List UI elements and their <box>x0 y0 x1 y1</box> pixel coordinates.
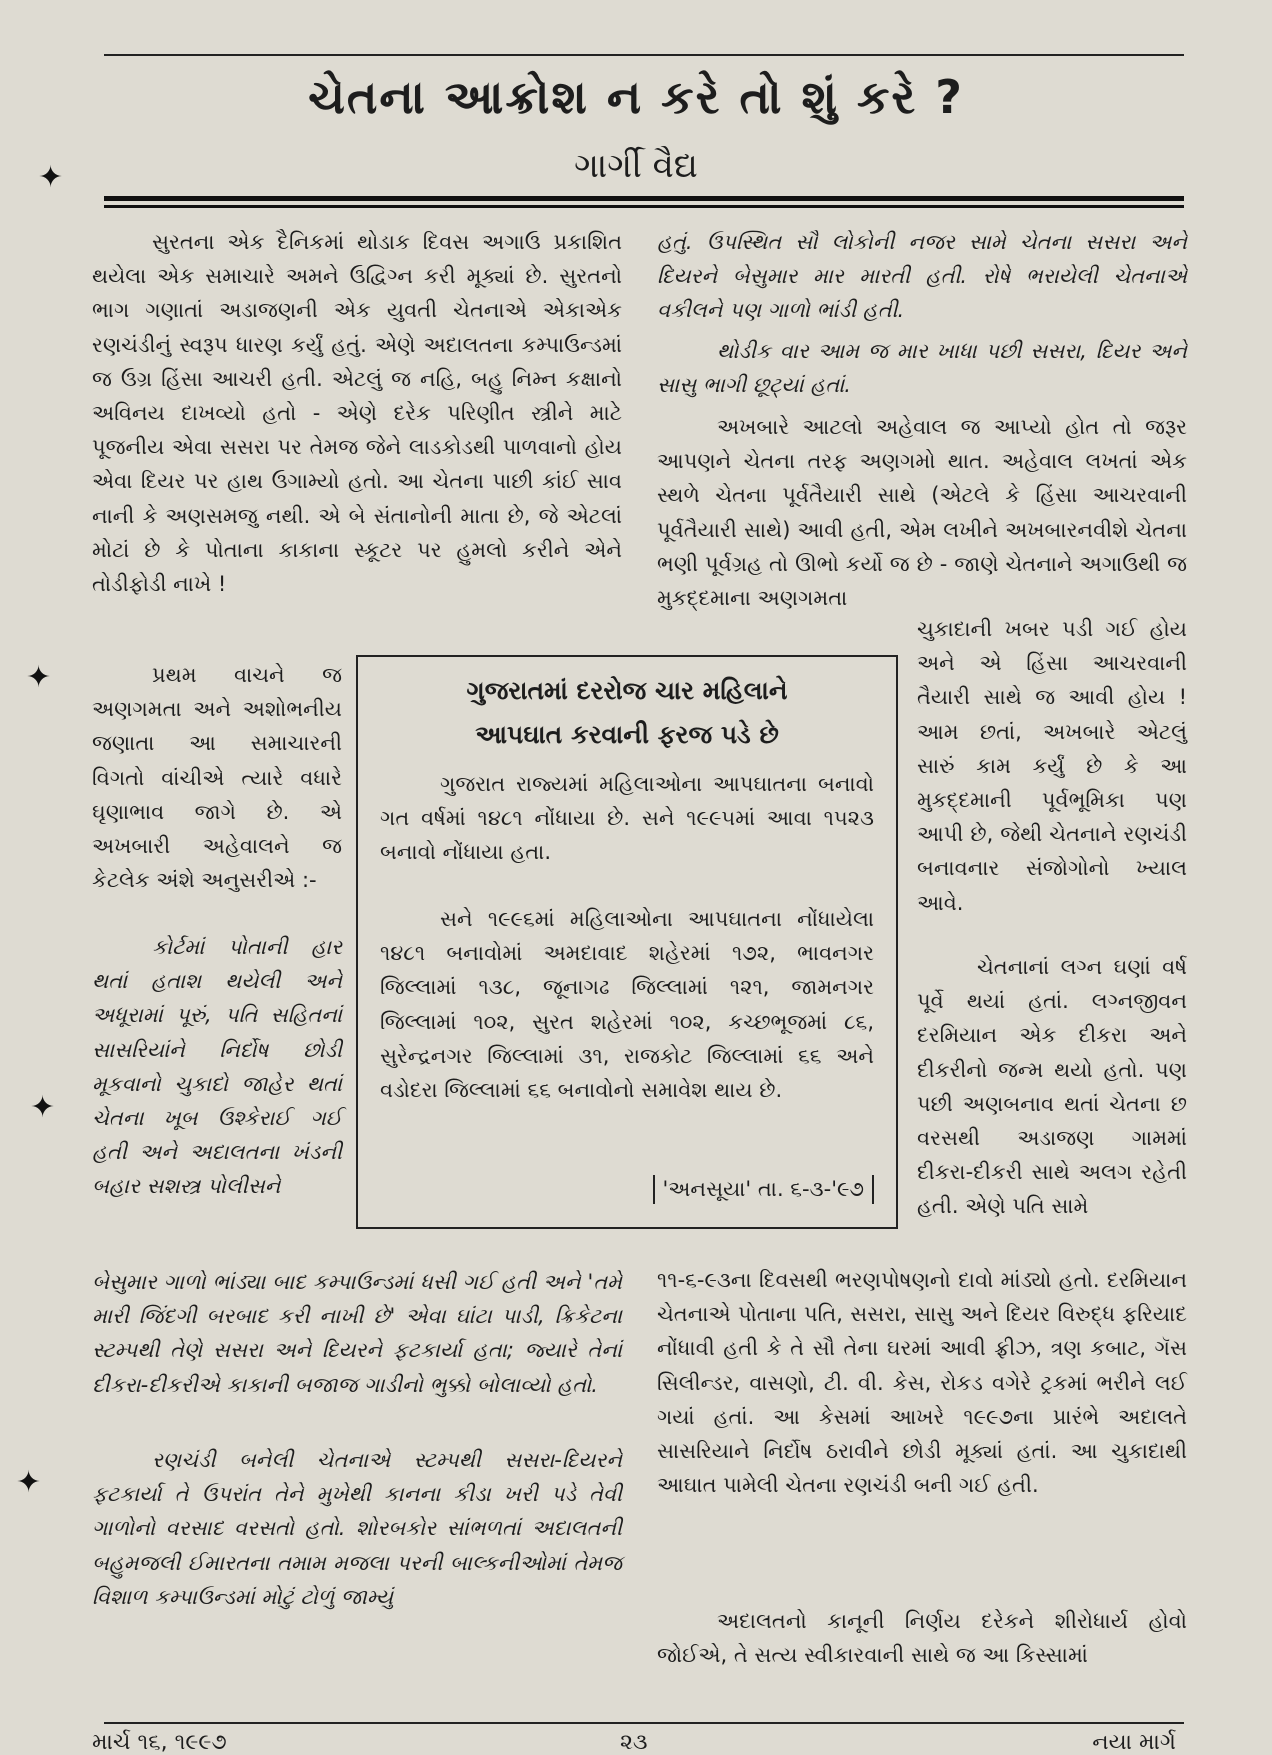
right-paragraph-5: ચેતનાનાં લગ્ન ઘણાં વર્ષ પૂર્વે થયાં હતાં. લગ્નજીવન દરમિયાન એક દીકરા અને દીકરીનો જન્મ થયો હતો. પણ પછી અણબનાવ થતાં ચેતના છ વરસથી અડાજણ ગામમાં દીકરા-દીકરી સાથે અલગ રહેતી હતી. એણે પતિ સામે <box>917 955 1187 1219</box>
left-paragraph-3: કોર્ટમાં પોતાની હાર થતાં હતાશ થયેલી અને અધૂરામાં પૂરું, પતિ સહિતનાં સાસરિયાંને નિર્દોષ છોડી મૂકવાનો ચુકાદો જાહેર થતાં ચેતના ખૂબ ઉશ્કેરાઈ ગઈ હતી અને અદાલતના ખંડની બહાર સશસ્ત્ર પોલીસને <box>92 935 342 1199</box>
box-source: 'અનસૂયા' તા. ૬-૩-'૯૭ <box>653 1175 875 1204</box>
box-paragraph-2: સને ૧૯૯૬માં મહિલાઓના આપઘાતના નોંધાયેલા ૧૪૮૧ બનાવોમાં અમદાવાદ શહેરમાં ૧૭૨, ભાવનગર જિલ્લામાં ૧૩૮, જૂનાગઢ જિલ્લામાં ૧૨૧, જામનગર જિલ્લામાં ૧૦૨, સુરત શહેરમાં ૧૦૨, કચ્છભૂજમાં ૮૬, સુરેન્દ્રનગર જિલ્લામાં ૩૧, રાજકોટ જિલ્લામાં ૬૬ અને વડોદરા જિલ્લામાં ૬૬ બનાવોનો સમાવેશ થાય છે. <box>380 907 874 1103</box>
right-paragraph-6: ૧૧-૬-૯૩ના દિવસથી ભરણપોષણનો દાવો માંડ્યો હતો. દરમિયાન ચેતનાએ પોતાના પતિ, સસરા, સાસુ અને દિયર વિરુદ્ધ ફરિયાદ નોંધાવી હતી કે તે સૌ તેના ઘરમાં આવી ફ્રીઝ, ત્રણ કબાટ, ગૅસ સિલીન્ડર, વાસણો, ટી. વી. કેસ, રોકડ વગેરે ટ્રકમાં ભરીને લઈ ગયાં હતાં. આ કેસમાં આખરે ૧૯૯૭ના પ્રારંભે અદાલતે સાસરિયાને નિર્દોષ ઠરાવીને છોડી મૂક્યાં હતાં. આ ચુકાદાથી આઘાત પામેલી ચેતના રણચંડી બની ગઈ હતી. <box>657 1268 1187 1498</box>
box-title-line-2: આપઘાત કરવાની ફરજ પડે છે <box>475 720 779 749</box>
left-paragraph-4: બેસુમાર ગાળો ભાંડ્યા બાદ કમ્પાઉન્ડમાં ધસી ગઈ હતી અને 'તમે મારી જિંદગી બરબાદ કરી નાખી છે' એવા ઘાંટા પાડી, ક્રિકેટના સ્ટમ્પથી તેણે સસરા અને દિયરને ફટકાર્યા હતા; જ્યારે તેનાં દીકરા-દીકરીએ કાકાની બજાજ ગાડીનો ભુક્કો બોલાવ્યો હતો. <box>92 1270 622 1397</box>
box-paragraph-1: ગુજરાત રાજ્યમાં મહિલાઓના આપઘાતના બનાવો ગત વર્ષમાં ૧૪૮૧ નોંધાયા છે. સને ૧૯૯૫માં આવા ૧૫૨૩ બનાવો નોંધાયા હતા. <box>380 772 874 865</box>
footer-magazine-name: નયા માર્ગ <box>1092 1730 1176 1755</box>
right-paragraph-4: ચુકાદાની ખબર પડી ગઈ હોય અને એ હિંસા આચરવાની તૈયારી સાથે જ આવી હોય ! આમ છતાં, અખબારે એટલું સારું કામ કર્યું છે કે આ મુકદ્દમાની પૂર્વભૂમિકા પણ આપી છે, જેથી ચેતનાને રણચંડી બનાવનાર સંજોગોનો ખ્યાલ આવે. <box>917 617 1187 915</box>
left-paragraph-5: રણચંડી બનેલી ચેતનાએ સ્ટમ્પથી સસરા-દિયરને ફટકાર્યા તે ઉપરાંત તેને મુખેથી કાનના કીડા ખરી પડે તેવી ગાળોનો વરસાદ વરસતો હતો. શોરબકોર સાંભળતાં અદાલતની બહુમજલી ઈમારતના તમામ મજલા પરની બાલ્કનીઓમાં તેમજ વિશાળ કમ્પાઉન્ડમાં મોટું ટોળું જામ્યું <box>92 1448 622 1609</box>
footer-date: માર્ચ ૧૬, ૧૯૯૭ <box>92 1730 227 1755</box>
binding-mark-icon: ✦ <box>30 1090 56 1125</box>
sidebar-box <box>356 655 898 1229</box>
footer-rule <box>104 1722 1184 1724</box>
left-paragraph-1: સુરતના એક દૈનિકમાં થોડાક દિવસ અગાઉ પ્રકાશિત થયેલા એક સમાચારે અમને ઉદ્વિગ્ન કરી મૂક્યાં છે. સુરતનો ભાગ ગણાતાં અડાજણની એક યુવતી ચેતનાએ એકાએક રણચંડીનું સ્વરૂપ ધારણ કર્યું હતું. એણે અદાલતના કમ્પાઉન્ડમાં જ ઉગ્ર હિંસા આચરી હતી. એટલું જ નહિ, બહુ નિમ્ન કક્ષાનો અવિનય દાખવ્યો હતો - એણે દરેક પરિણીત સ્ત્રીને માટે પૂજનીય એવા સસરા પર તેમજ જેને લાડકોડથી પાળવાનો હોય એવા દિયર પર હાથ ઉગામ્યો હતો. આ ચેતના પાછી કાંઈ સાવ નાની કે અણસમજુ નથી. એ બે સંતાનોની માતા છે, જે એટલાં મોટાં છે કે પોતાના કાકાના સ્કૂટર પર હુમલો કરીને એને તોડીફોડી નાખે ! <box>92 230 622 597</box>
top-rule <box>104 54 1184 56</box>
right-paragraph-1: હતું. ઉપસ્થિત સૌ લોકોની નજર સામે ચેતના સસરા અને દિયરને બેસુમાર માર મારતી હતી. રોષે ભરાયેલી ચેતનાએ વકીલને પણ ગાળો ભાંડી હતી. <box>657 230 1187 323</box>
article-title: ચેતના આક્રોશ ન કરે તો શું કરે ? <box>308 70 964 124</box>
binding-mark-icon: ✦ <box>38 160 64 195</box>
binding-mark-icon: ✦ <box>26 660 52 695</box>
box-title-line-1: ગુજરાતમાં દરરોજ ચાર મહિલાને <box>466 676 788 705</box>
right-paragraph-3: અખબારે આટલો અહેવાલ જ આપ્યો હોત તો જરૂર આપણને ચેતના તરફ અણગમો થાત. અહેવાલ લખતાં એક સ્થળે ચેતના પૂર્વતૈયારી સાથે (એટલે કે હિંસા આચરવાની પૂર્વતૈયારી સાથે) આવી હતી, એમ લખીને અખબારનવીશે ચેતના ભણી પૂર્વગ્રહ તો ઊભો કર્યો જ છે - જાણે ચેતનાને અગાઉથી જ મુકદ્દમાના અણગમતા <box>657 415 1187 611</box>
right-paragraph-7: અદાલતનો કાનૂની નિર્ણય દરેકને શીરોધાર્ય હોવો જોઈએ, તે સત્ય સ્વીકારવાની સાથે જ આ કિસ્સામાં <box>657 1609 1187 1668</box>
right-paragraph-2: થોડીક વાર આમ જ માર ખાધા પછી સસરા, દિયર અને સાસુ ભાગી છૂટ્યાં હતાં. <box>657 339 1187 398</box>
title-rule-thin <box>104 205 1184 208</box>
article-author: ગાર્ગી વૈદ્ય <box>574 146 698 186</box>
binding-mark-icon: ✦ <box>16 1465 42 1500</box>
title-rule-thick <box>104 196 1184 201</box>
left-paragraph-2: પ્રથમ વાચને જ અણગમતા અને અશોભનીય જણાતા આ સમાચારની વિગતો વાંચીએ ત્યારે વધારે ઘૃણાભાવ જાગે છે. એ અખબારી અહેવાલને જ કેટલેક અંશે અનુસરીએ :- <box>92 663 342 893</box>
footer-page-number: ૨૩ <box>620 1730 648 1755</box>
